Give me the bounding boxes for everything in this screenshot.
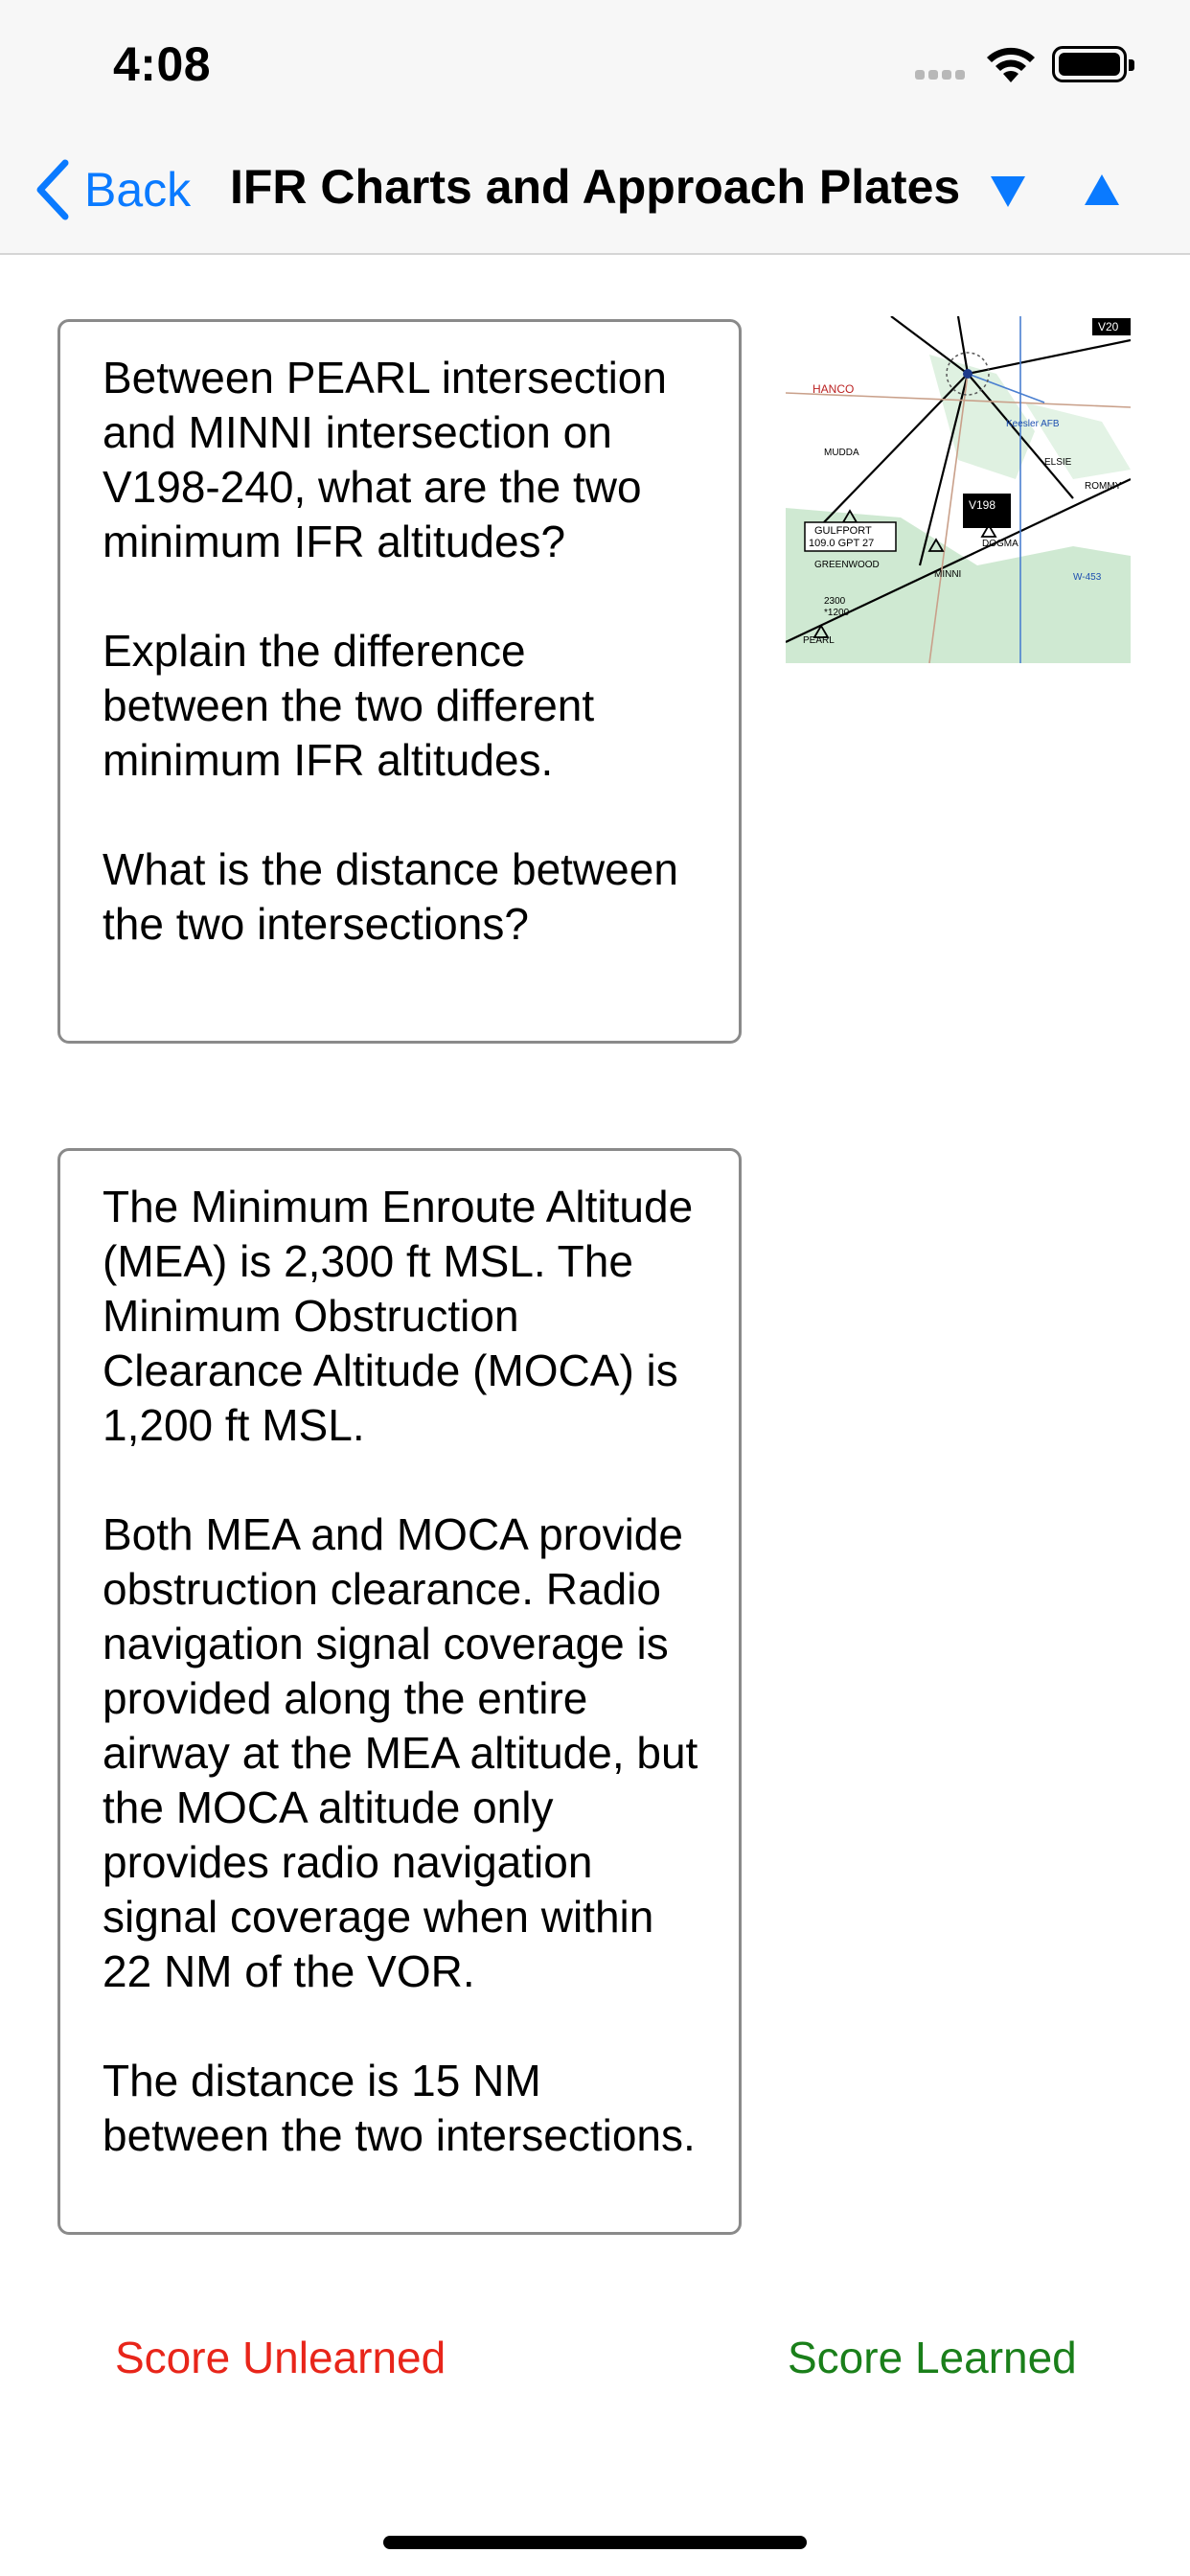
- back-button[interactable]: [34, 155, 191, 224]
- chart-label-rommy: ROMMY: [1085, 481, 1122, 492]
- page-title: IFR Charts and Approach Plates: [230, 160, 961, 214]
- chart-label-gulfport: GULFPORT: [814, 525, 872, 537]
- chart-label-alt-1200: *1200: [824, 608, 850, 618]
- wifi-icon: [982, 42, 1040, 84]
- cellular-signal-icon: [915, 67, 971, 80]
- status-bar: [0, 0, 1190, 134]
- navigation-bar: [0, 134, 1190, 255]
- question-text: Explain the difference between the two different minimum IFR altitudes.: [103, 626, 595, 785]
- chart-label-greenwood: GREENWOOD: [814, 560, 880, 570]
- next-card-button[interactable]: [987, 169, 1029, 211]
- answer-text: Both MEA and MOCA provide obstruction clearance. Radio navigation signal coverage is provided along the entire airway at the MEA altitude, but the MOCA altitude only provides radio navigation signal coverage when within 22 NM of the VOR.: [103, 1509, 698, 1996]
- score-learned-button[interactable]: Score Learned: [788, 2333, 1077, 2382]
- chart-label-frequency: 109.0 GPT 27: [809, 538, 875, 549]
- answer-text: The Minimum Enroute Altitude (MEA) is 2,300 ft MSL. The Minimum Obstruction Clearance Altitude (MOCA) is 1,200 ft MSL.: [103, 1182, 694, 1450]
- chart-label-alt-2300: 2300: [824, 596, 846, 607]
- previous-card-button[interactable]: [1081, 169, 1123, 211]
- answer-card[interactable]: [57, 1148, 742, 2235]
- chevron-left-icon: [34, 159, 73, 220]
- chart-label-v20: V20: [1098, 320, 1119, 334]
- chart-label-mudda: MUDDA: [824, 448, 859, 458]
- answer-text: The distance is 15 NM between the two intersections.: [103, 2056, 696, 2160]
- battery-icon: [1052, 46, 1127, 82]
- chart-label-minni: MINNI: [934, 569, 962, 580]
- chart-label-keesler: Keesler AFB: [1006, 419, 1060, 429]
- question-text: Between PEARL intersection and MINNI intersection on V198-240, what are the two minimum IFR altitudes?: [103, 353, 667, 566]
- question-text: What is the distance between the two intersections?: [103, 844, 678, 949]
- chart-label-hanco: HANCO: [812, 382, 855, 396]
- chart-label-pearl: PEARL: [803, 635, 835, 646]
- chart-label-v198: V198: [969, 498, 996, 512]
- chart-label-w453: W-453: [1073, 572, 1102, 583]
- question-card: [57, 319, 742, 1044]
- ifr-chart-image[interactable]: [786, 316, 1131, 663]
- chart-label-dogma: DOGMA: [982, 539, 1018, 549]
- chart-label-elsie: ELSIE: [1044, 457, 1072, 468]
- back-label: Back: [84, 163, 192, 217]
- status-time: 4:08: [113, 37, 212, 91]
- score-unlearned-button[interactable]: Score Unlearned: [115, 2333, 446, 2382]
- home-indicator[interactable]: [383, 2536, 807, 2549]
